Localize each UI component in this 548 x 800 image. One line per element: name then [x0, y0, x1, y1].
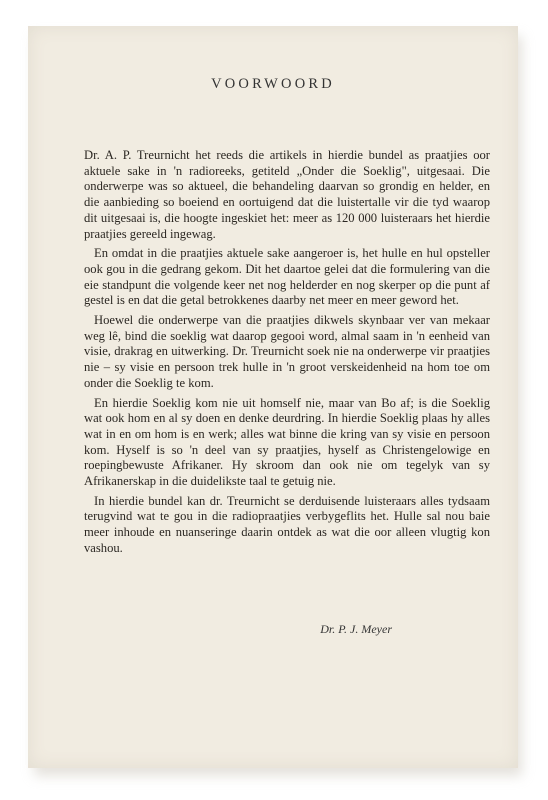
book-page: [28, 26, 518, 768]
paragraph-3: Hoewel die onderwerpe van die praatjies dikwels skynbaar ver van mekaar weg lê, bind die soeklig wat daarop gegooi word, almal saam in 'n eenheid van visie, drakrag en uitwerking. Dr. Treurnicht soek nie na onderwerpe vir praatjies nie – sy visie en persoon trek hulle in 'n groot verskeidenheid na hom toe om onder die Soeklig te kom.: [84, 313, 490, 390]
paragraph-2: En omdat in die praatjies aktuele sake aangeroer is, het hulle en hul opsteller ook gou in die gedrang gekom. Dit het daartoe gelei dat die formulering van die eie standpunt die volgende keer net nog helderder en nog skerper op die punt af gestel is en dat die getal betrokkenes daarby net meer en meer geword het.: [84, 246, 490, 308]
paragraph-5: In hierdie bundel kan dr. Treurnicht se derduisende luisteraars alles tydsaam terugvind wat te gou in die radiopraatjies verbygeflits het. Hulle sal nou baie meer inhoude en nuanseringe daarin ontdek as wat die oor alleen vlugtig kon vashou.: [84, 493, 490, 555]
paragraph-4: En hierdie Soeklig kom nie uit homself nie, maar van Bo af; is die Soeklig wat ook hom en al sy doen en denke deurdring. In hierdie Soeklig plaas hy alles wat in en om hom is en werk; alles wat binne die kring van sy visie en persoon kom. Hyself is so 'n deel van sy praatjies, hyself as Christengelowige en roepingbewuste Afrikaner. Hy skroom dan ook nie om tegelyk van sy Afrikanerskap in die duidelikste taal te getuig nie.: [84, 395, 490, 489]
paragraph-1: Dr. A. P. Treurnicht het reeds die artikels in hierdie bundel as praatjies oor aktuele sake in 'n radioreeks, getiteld „Onder die Soeklig", uitgesaai. Die onderwerpe was so aktueel, die behandeling daarvan so grondig en helder, en die aanbieding so boeiend en oortuigend dat die luistertalle vir die tyd waarop dit uitgesaai is, die hoogte ingeskiet het: meer as 120 000 luisteraars het hierdie praatjies gereeld ingewag.: [84, 148, 490, 241]
page-title: VOORWOORD: [211, 76, 335, 92]
author-signature: Dr. P. J. Meyer: [320, 622, 392, 636]
foreword-body: [84, 148, 490, 561]
